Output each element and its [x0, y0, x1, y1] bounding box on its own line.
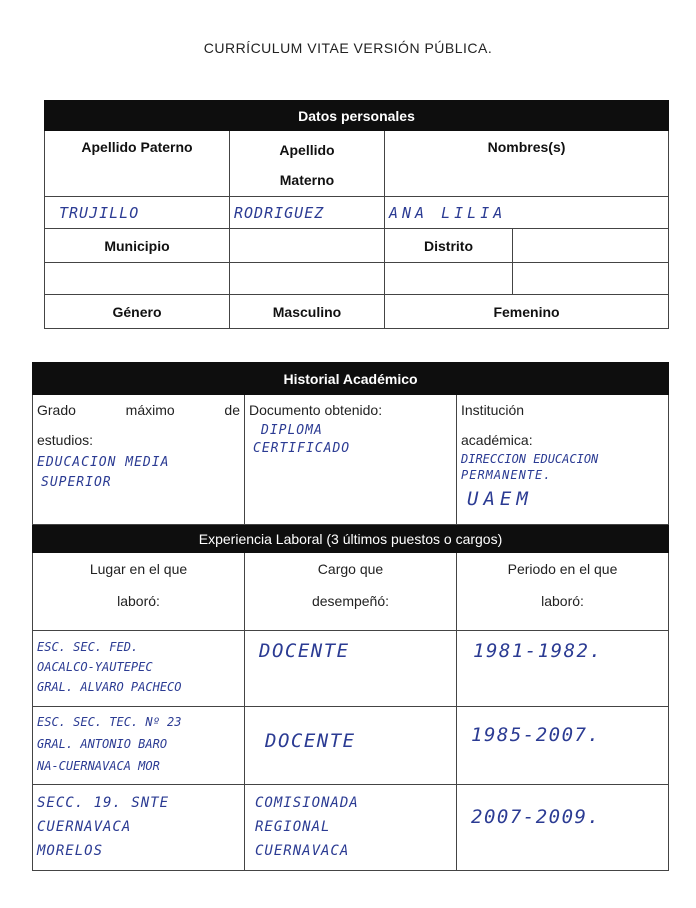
- col-lugar-header: [33, 553, 245, 631]
- nombres-label: Nombres(s): [385, 131, 669, 197]
- cargo-line: COMISIONADA: [255, 795, 359, 811]
- empty-cell: [513, 263, 669, 295]
- academic-experience-table: [32, 362, 669, 871]
- institucion-value-line1: DIRECCION EDUCACION: [461, 452, 599, 466]
- genero-label: Género: [45, 295, 230, 329]
- lugar-cell: [33, 785, 245, 871]
- grado-value-line2: SUPERIOR: [41, 475, 112, 490]
- empty-cell: [385, 263, 513, 295]
- document-title: CURRÍCULUM VITAE VERSIÓN PÚBLICA.: [203, 40, 493, 56]
- col-periodo-header: [457, 553, 669, 631]
- lugar-line: CUERNAVACA: [37, 819, 132, 835]
- experience-row: [33, 631, 669, 707]
- col-periodo-line2: laboró:: [541, 593, 584, 609]
- periodo-cell: 1985-2007.: [457, 707, 669, 785]
- institucion-label-line1: Institución: [461, 402, 525, 418]
- grado-value-line1: EDUCACION MEDIA: [37, 455, 170, 470]
- lugar-line: ESC. SEC. TEC. Nº 23: [37, 715, 182, 729]
- cargo-cell: [245, 631, 457, 707]
- institucion-label-line2: académica:: [461, 432, 533, 448]
- cargo-cell: [245, 785, 457, 871]
- lugar-line: ESC. SEC. FED.: [37, 640, 139, 654]
- grado-label-line1: Grado máximo de: [37, 402, 240, 418]
- documento-value-line2: CERTIFICADO: [253, 441, 351, 456]
- academic-header: Historial Académico: [33, 363, 669, 395]
- apellido-materno-label-line1: Apellido: [279, 142, 335, 158]
- apellido-materno-label: [230, 131, 385, 197]
- cargo-cell: [245, 707, 457, 785]
- experience-header: Experiencia Laboral (3 últimos puestos o cargos): [33, 525, 669, 553]
- empty-cell: [45, 263, 230, 295]
- lugar-line: MORELOS: [37, 843, 104, 859]
- personal-data-header: Datos personales: [45, 101, 669, 131]
- masculino-label: Masculino: [230, 295, 385, 329]
- lugar-cell: [33, 707, 245, 785]
- distrito-extra-cell: [513, 229, 669, 263]
- grado-label-line2: estudios:: [37, 432, 94, 448]
- municipio-label: Municipio: [45, 229, 230, 263]
- apellido-materno-label-line2: Materno: [279, 172, 335, 188]
- lugar-line: GRAL. ALVARO PACHECO: [37, 680, 182, 694]
- col-lugar-line2: laboró:: [117, 593, 160, 609]
- col-cargo-line1: Cargo que: [317, 561, 384, 577]
- lugar-line: OACALCO-YAUTEPEC: [37, 660, 153, 674]
- apellido-paterno-value: TRUJILLO: [45, 197, 230, 229]
- lugar-line: NA-CUERNAVACA MOR: [37, 759, 160, 773]
- municipio-value: [230, 229, 385, 263]
- documento-value-line1: DIPLOMA: [261, 423, 323, 438]
- experience-row: [33, 785, 669, 871]
- cargo-line: DOCENTE: [265, 730, 356, 752]
- col-cargo-line2: desempeñó:: [311, 593, 390, 609]
- apellido-materno-value: RODRIGUEZ: [230, 197, 385, 229]
- col-cargo-header: [245, 553, 457, 631]
- empty-cell: [230, 263, 385, 295]
- institucion-value-line2: PERMANENTE.: [461, 468, 552, 482]
- cargo-line: CUERNAVACA: [255, 843, 350, 859]
- personal-data-table: [44, 100, 669, 329]
- col-periodo-line1: Periodo en el que: [507, 561, 618, 577]
- lugar-line: SECC. 19. SNTE: [37, 795, 170, 811]
- cargo-line: DOCENTE: [259, 640, 350, 662]
- nombres-value: ANA LILIA: [385, 197, 669, 229]
- col-lugar-line1: Lugar en el que: [89, 561, 188, 577]
- lugar-cell: [33, 631, 245, 707]
- experience-row: [33, 707, 669, 785]
- apellido-paterno-label: Apellido Paterno: [45, 131, 230, 197]
- institucion-cell: [457, 395, 669, 525]
- documento-cell: [245, 395, 457, 525]
- lugar-line: GRAL. ANTONIO BARO: [37, 737, 168, 751]
- distrito-label: Distrito: [385, 229, 513, 263]
- periodo-cell: 2007-2009.: [457, 785, 669, 871]
- documento-label: Documento obtenido:: [249, 402, 383, 418]
- institucion-value-line3: UAEM: [467, 488, 533, 510]
- grado-cell: [33, 395, 245, 525]
- cargo-line: REGIONAL: [255, 819, 331, 835]
- femenino-label: Femenino: [385, 295, 669, 329]
- periodo-cell: 1981-1982.: [457, 631, 669, 707]
